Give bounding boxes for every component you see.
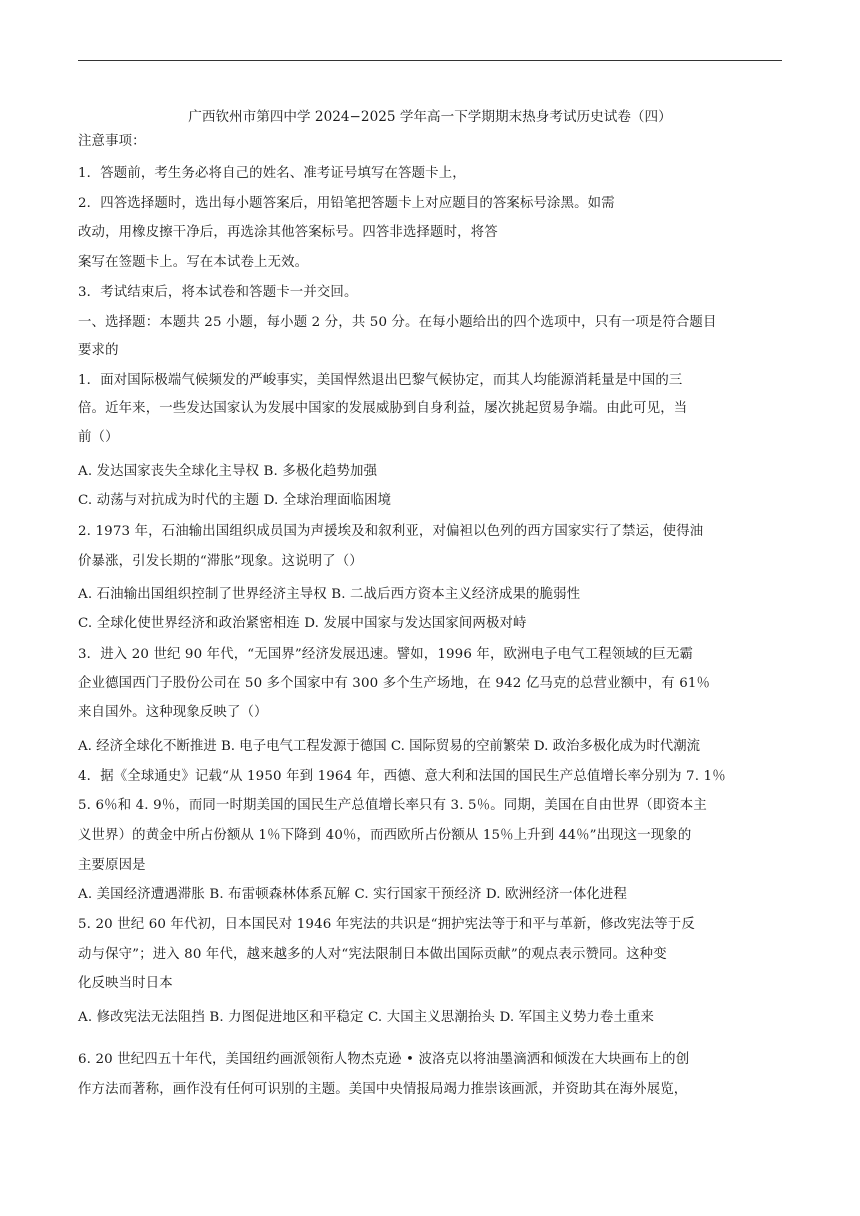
q5-options-line-1: A. 修改宪法无法阻挡 B. 力图促进地区和平稳定 C. 大国主义思潮抬头 D. 军国主义势力卷土重来	[78, 1010, 655, 1025]
q3-options-line-1: A. 经济全球化不断推进 B. 电子电气工程发源于德国 C. 国际贸易的空前繁荣 D. 政治多极化成为时代潮流	[78, 739, 700, 754]
q2-options-line-1: A. 石油输出国组织控制了世界经济主导权 B. 二战后西方资本主义经济成果的脆弱性	[78, 587, 581, 602]
q3-stem-line-2: 企业德国西门子股份公司在 50 多个国家中有 300 多个生产场地，在 942 亿马克的总营业额中，有 61％	[78, 676, 711, 691]
q6-stem-line-1: 6. 20 世纪四五十年代，美国纽约画派领衔人物杰克逊 • 波洛克以将油墨滴洒和倾泼在大块画布上的创	[78, 1052, 690, 1067]
section-heading-line-2: 要求的	[78, 343, 119, 358]
q4-stem-line-1: 4．据《全球通史》记载“从 1950 年到 1964 年，西德、意大利和法国的国民生产总值增长率分别为 7. 1％	[78, 769, 726, 784]
q5-stem-line-2: 动与保守”；进入 80 年代，越来越多的人对“宪法限制日本做出国际贡献”的观点表示赞同。这种变	[78, 947, 667, 962]
q4-stem-line-2: 5. 6％和 4. 9％，而同一时期美国的国民生产总值增长率只有 3. 5％。同期，美国在自由世界（即资本主	[78, 798, 707, 813]
q6-stem-line-2: 作方法而著称，画作没有任何可识别的主题。美国中央情报局竭力推崇该画派，并资助其在海外展览，	[78, 1082, 688, 1097]
q4-options-line-1: A. 美国经济遭遇滞胀 B. 布雷顿森林体系瓦解 C. 实行国家干预经济 D. 欧洲经济一体化进程	[78, 887, 627, 902]
q1-stem-line-2: 倍。近年来，一些发达国家认为发展中国家的发展威胁到自身利益，屡次挑起贸易争端。由此可见，当	[78, 401, 688, 416]
note-3: 3．考试结束后，将本试卷和答题卡一并交回。	[78, 285, 358, 300]
q2-stem-line-2: 价暴涨，引发长期的“滞胀”现象。这说明了（）	[78, 554, 363, 569]
q2-stem-line-1: 2. 1973 年，石油输出国组织成员国为声援埃及和叙利亚，对偏袒以色列的西方国家实行了禁运，使得油	[78, 524, 704, 539]
q3-stem-line-3: 来自国外。这种现象反映了（）	[78, 705, 268, 720]
q4-stem-line-3: 义世界）的黄金中所占份额从 1％下降到 40％，而西欧所占份额从 15％上升到 44％”出现这一现象的	[78, 828, 692, 843]
note-1: 1．答题前，考生务必将自己的姓名、准考证号填写在答题卡上，	[78, 166, 466, 181]
section-heading-line-1: 一、选择题：本题共 25 小题，每小题 2 分，共 50 分。在每小题给出的四个选项中，只有一项是符合题目	[78, 315, 717, 330]
q2-options-line-2: C. 全球化使世界经济和政治紧密相连 D. 发展中国家与发达国家间两极对峙	[78, 616, 527, 631]
exam-title: 广西钦州市第四中学 2024−2025 学年高一下学期期末热身考试历史试卷（四）	[188, 109, 672, 125]
note-2-line-1: 2．四答选择题时，选出每小题答案后，用铅笔把答题卡上对应题目的答案标号涂黑。如需	[78, 196, 615, 211]
q1-options-line-1: A. 发达国家丧失全球化主导权 B. 多极化趋势加强	[78, 464, 378, 479]
q3-stem-line-1: 3．进入 20 世纪 90 年代，“无国界”经济发展迅速。譬如，1996 年，欧洲电子电气工程领域的巨无霸	[78, 647, 694, 662]
q5-stem-line-1: 5. 20 世纪 60 年代初，日本国民对 1946 年宪法的共识是“拥护宪法等于和平与革新，修改宪法等于反	[78, 917, 695, 932]
q1-stem-line-1: 1．面对国际极端气候频发的严峻事实，美国悍然退出巴黎气候协定，而其人均能源消耗量是中国的三	[78, 373, 683, 388]
q4-stem-line-4: 主要原因是	[78, 858, 146, 873]
q1-stem-line-3: 前（）	[78, 430, 119, 445]
note-2-line-2: 改动，用橡皮擦干净后，再选涂其他答案标号。四答非选择题时，将答	[78, 225, 498, 240]
notes-heading: 注意事项：	[78, 134, 146, 149]
note-2-line-3: 案写在签题卡上。写在本试卷上无效。	[78, 255, 309, 270]
header-rule	[78, 60, 782, 61]
q1-options-line-2: C. 动荡与对抗成为时代的主题 D. 全球治理面临困境	[78, 493, 392, 508]
q5-stem-line-3: 化反映当时日本	[78, 976, 173, 991]
